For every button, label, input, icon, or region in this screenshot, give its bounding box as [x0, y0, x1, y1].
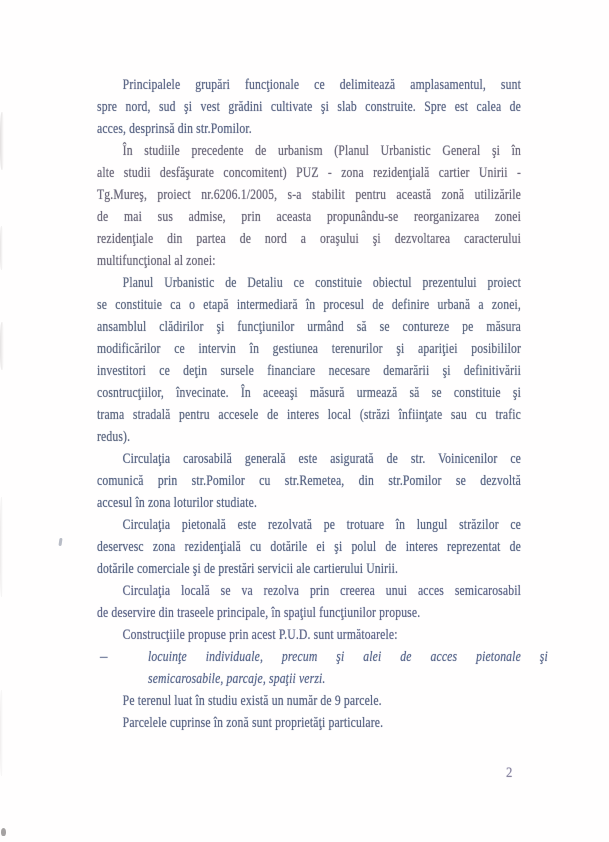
paragraph [97, 580, 521, 624]
text-line: Principalele grupări funcţionale ce delimitează amplasamentul, sunt [122, 77, 522, 93]
scan-speck [58, 538, 62, 546]
list-dash: – [100, 649, 108, 665]
text-line: redus). [97, 429, 131, 445]
scan-artifact [0, 112, 4, 170]
text-line: acces, desprinsă din str.Pomilor. [97, 121, 252, 137]
text-line: comunică prin str.Pomilor cu str.Remetea, din str.Pomilor se dezvoltă [97, 473, 522, 489]
text-line: Circulaţia pietonală este rezolvată pe trotuare în lungul străzilor ce [122, 517, 522, 533]
scan-artifact [0, 690, 3, 776]
paragraph [97, 272, 521, 448]
page-number: 2 [506, 765, 513, 781]
text-line: alte studii desfăşurate concomitent) PUZ - zona rezidenţială cartier Unirii - [97, 165, 522, 181]
text-line: investitori ce deţin sursele financiare necesare demarării şi definitivării [97, 363, 522, 379]
text-block [97, 74, 548, 734]
paragraph [97, 74, 521, 140]
scan-artifact [1, 828, 6, 836]
text-line: multifuncţional al zonei: [97, 253, 216, 269]
text-line: se constituie ca o etapă intermediară în procesul de definire urbană a zonei, [97, 297, 522, 313]
text-line: dotările comerciale şi de prestări servicii ale cartierului Unirii. [97, 561, 399, 577]
text-line: Construcţiile propuse prin acest P.U.D. sunt următoarele: [122, 627, 398, 643]
paragraph [97, 514, 521, 580]
text-line: Circulaţia locală se va rezolva prin creerea unui acces semicarosabil [122, 583, 522, 599]
text-line: ansamblul clădirilor şi funcţiunilor urmând să se contureze pe măsura [97, 319, 522, 335]
text-line: locuinţe individuale, precum şi alei de acces pietonale şi [148, 649, 548, 665]
paragraph [97, 690, 521, 734]
text-line: Pe terenul luat în studiu există un număr de 9 parcele. [122, 693, 382, 709]
text-line: Parcelele cuprinse în zonă sunt proprietăţi particulare. [122, 715, 384, 731]
text-line: spre nord, sud şi vest grădini cultivate şi slab construite. Spre est calea de [97, 99, 522, 115]
text-line: semicarosabile, parcaje, spaţii verzi. [148, 671, 326, 687]
text-line: rezidenţiale din partea de nord a oraşului şi dezvoltarea caracterului [97, 231, 522, 247]
scan-artifact [0, 322, 4, 370]
scan-artifact [0, 497, 3, 597]
proposals-intro [97, 624, 521, 646]
paragraph [97, 140, 521, 272]
text-line: cosntrucţiilor, învecinate. În aceeaşi măsură urmează să se constituie şi [97, 385, 522, 401]
text-line: În studiile precedente de urbanism (Planul Urbanistic General şi în [122, 143, 522, 159]
paragraph [97, 448, 521, 514]
text-line: accesul în zona loturilor studiate. [97, 495, 258, 511]
text-line: de mai sus admise, prin aceasta propunându-se reorganizarea zonei [97, 209, 522, 225]
text-line: modificărilor ce intervin în gestiunea terenurilor şi apariţiei posibililor [97, 341, 522, 357]
text-line: de deservire din traseele principale, în spaţiul funcţiunilor propuse. [97, 605, 421, 621]
list-item [97, 646, 548, 690]
text-line: trama stradală pentru accesele de interes local (străzi înfiinţate sau cu trafic [97, 407, 522, 423]
text-line: deservesc zona rezidenţială cu dotările ei şi polul de interes reprezentat de [97, 539, 522, 555]
scan-artifact [0, 226, 3, 270]
text-line: Tg.Mureş, proiect nr.6206.1/2005, s-a stabilit pentru această zonă utilizările [97, 187, 522, 203]
text-line: Planul Urbanistic de Detaliu ce constituie obiectul prezentului proiect [122, 275, 522, 291]
text-line: Circulaţia carosabilă generală este asigurată de str. Voinicenilor ce [122, 451, 522, 467]
